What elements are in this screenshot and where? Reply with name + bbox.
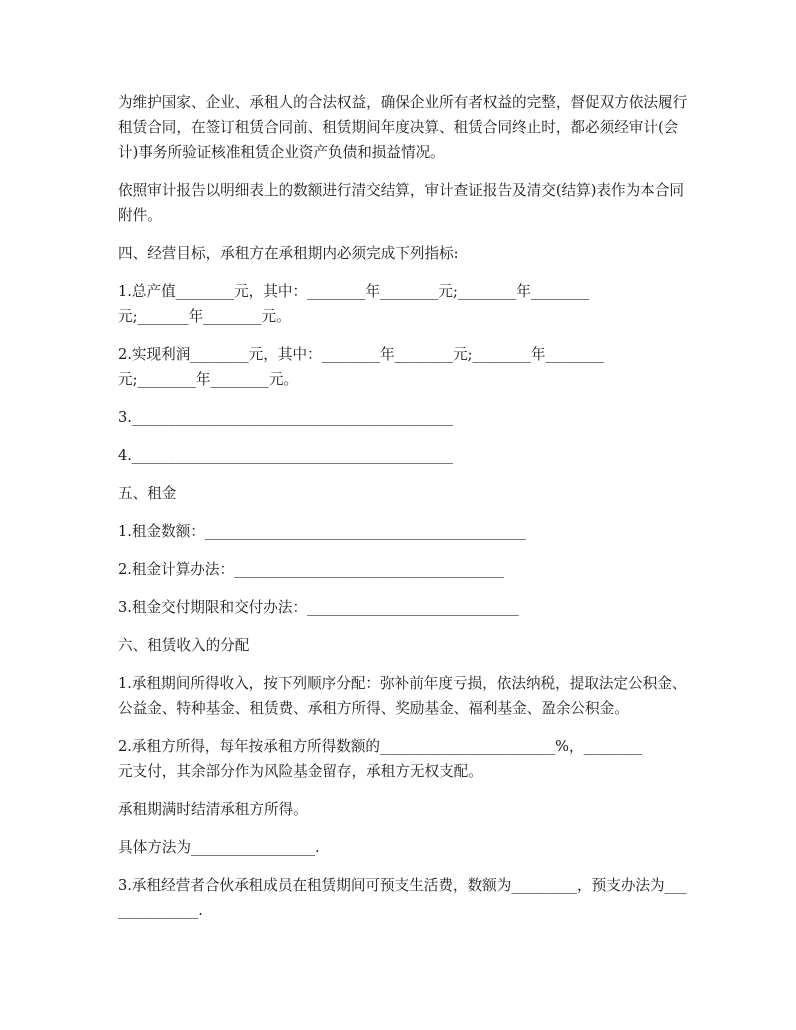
section-heading-rent: 五、租金 [118,485,177,502]
section-heading-income-distribution: 六、租赁收入的分配 [118,637,250,654]
distribution-item-order: 1.承租期间所得收入，按下列顺序分配：弥补前年度亏损，依法纳税，提取法定公积金、公益金、特种基金、租赁费、承租方所得、奖励基金、福利基金、盈余公积金。 [118,675,687,717]
rent-item-amount: 1.租金数额：____________________________________________ [118,523,526,540]
distribution-item-living-allowance: 3.承租经营者合伙承租成员在租赁期间可预支生活费，数额为_________，预支办法为______________. [118,877,687,919]
target-item-4: 4.____________________________________________ [118,447,453,464]
target-item-total-output: 1.总产值________元，其中：________年________元;________年________ 元;_______年________元。 [118,283,590,325]
paragraph-audit-requirement: 为维护国家、企业、承租人的合法权益，确保企业所有者权益的完整，督促双方依法履行租赁合同，在签订租赁合同前、租赁期间年度决算、租赁合同终止时，都必须经审计(会计)事务所验证核准租赁企业资产负债和损益情况。 [118,94,688,161]
rent-item-payment: 3.租金交付期限和交付办法：_____________________________ [118,599,519,616]
rent-item-calculation: 2.租金计算办法：_____________________________________ [118,561,505,578]
section-heading-business-targets: 四、经营目标，承租方在承租期内必须完成下列指标: [118,245,459,262]
target-item-3: 3.____________________________________________ [118,409,453,426]
distribution-item-lessee-share: 2.承租方所得，每年按承租方所得数额的________________________%，________ 元支付，其余部分作为风险基金留存，承租方无权支配。 [118,738,642,780]
document-body [118,90,688,936]
paragraph-settlement: 依照审计报告以明细表上的数额进行清交结算，审计查证报告及清交(结算)表作为本合同附件。 [118,182,684,224]
target-item-profit: 2.实现利润________元，其中：________年________元;________年________ 元;________年________元。 [118,346,604,388]
paragraph-settle-at-expiry: 承租期满时结清承租方所得。 [118,801,308,818]
paragraph-specific-method: 具体方法为_________________. [118,839,320,856]
